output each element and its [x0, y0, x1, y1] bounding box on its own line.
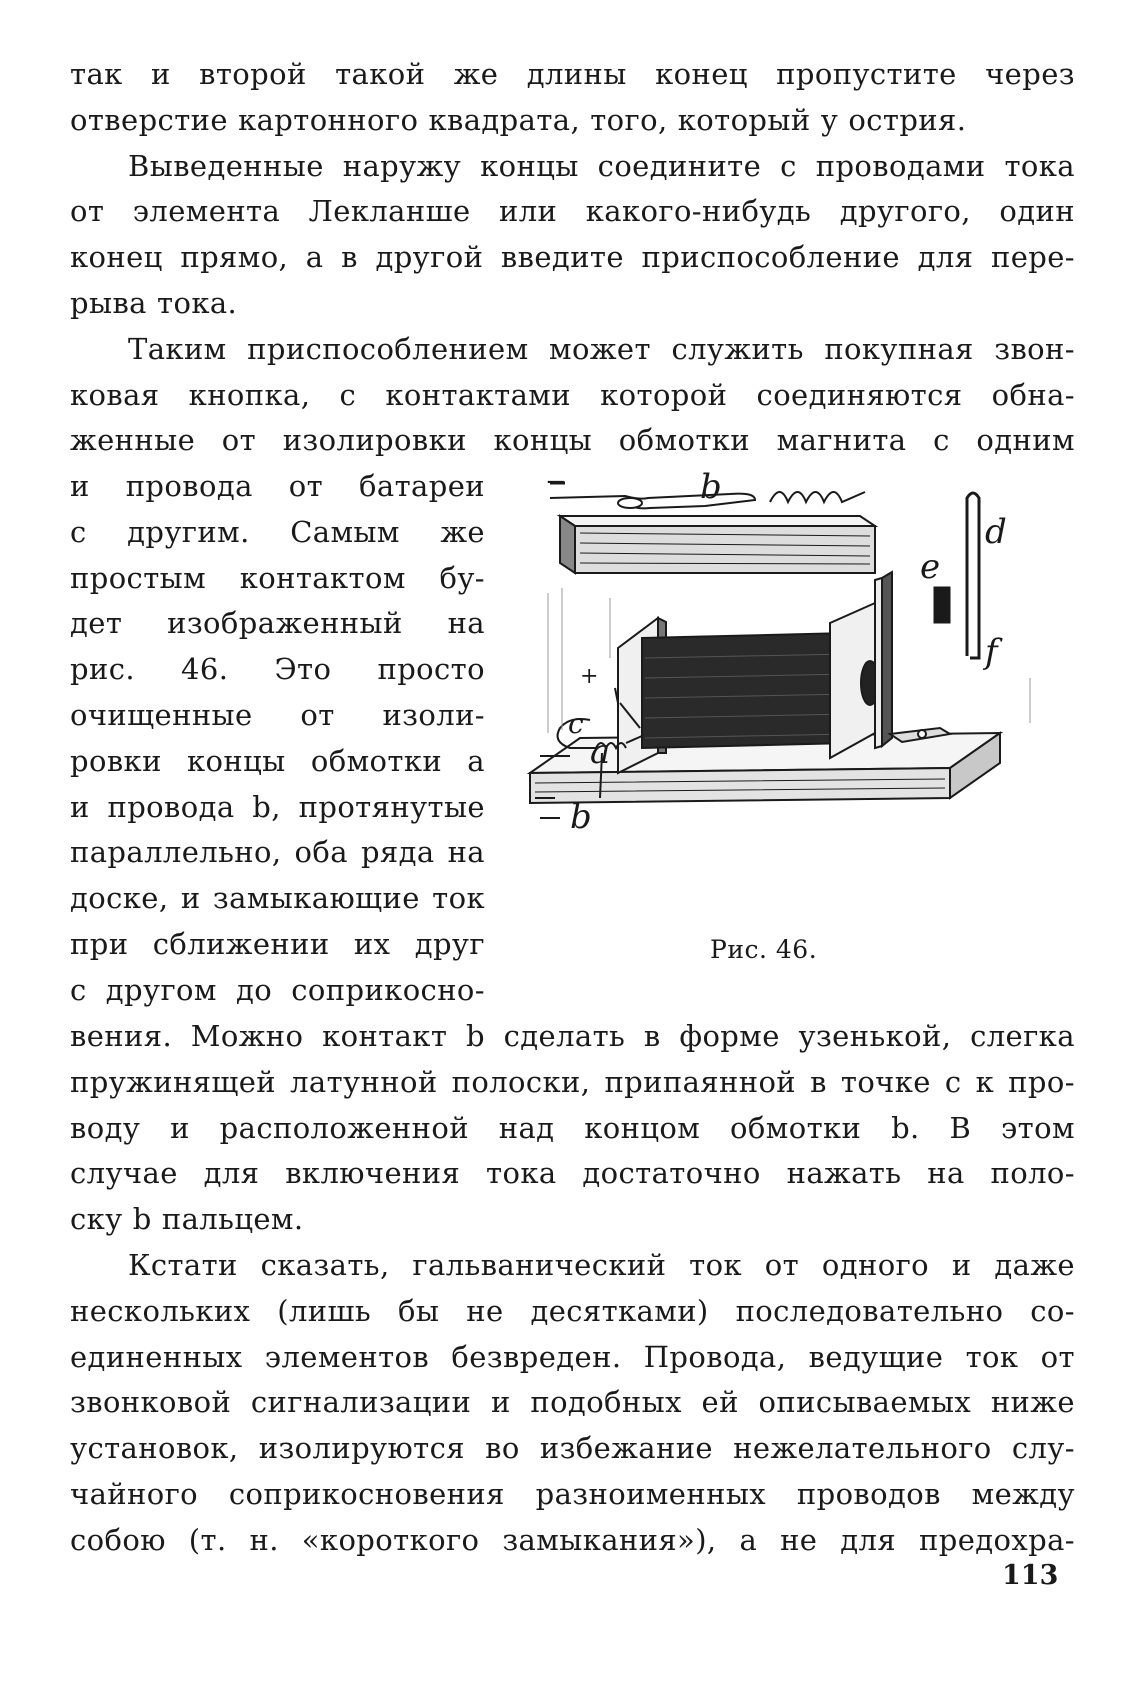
word: же: [440, 514, 485, 549]
word: соединяются: [756, 377, 963, 412]
word: от: [70, 194, 105, 229]
label-b-top: b: [700, 467, 722, 507]
word: проводов: [796, 1476, 941, 1511]
text-line: [70, 373, 1075, 419]
word: c: [944, 1064, 962, 1099]
word: слу-: [1011, 1431, 1075, 1466]
word: квадрата,: [428, 102, 581, 137]
word: избежание: [539, 1431, 713, 1466]
word: картонного: [238, 102, 419, 137]
word: длины: [526, 57, 627, 91]
word: покупная: [824, 331, 974, 366]
word: острия.: [848, 102, 967, 137]
word: рыва: [70, 285, 147, 320]
word: сигнализации: [250, 1385, 472, 1420]
word: Это: [274, 652, 332, 687]
word: приспособлением: [247, 331, 529, 366]
word: от: [300, 697, 335, 732]
text-line: [70, 739, 485, 785]
word: на: [447, 835, 485, 870]
word: ряда: [360, 835, 435, 870]
text-block-narrow: [70, 464, 485, 1014]
text-line: [70, 1151, 1075, 1197]
word: контактом: [239, 560, 406, 595]
word: нажать: [786, 1156, 902, 1191]
word: приспособление: [641, 240, 900, 275]
text-line: [70, 1106, 1075, 1152]
word: концы: [187, 743, 286, 778]
word: контактами: [385, 377, 571, 412]
word: изолировки: [282, 423, 467, 458]
text-line: [70, 876, 485, 922]
word: включения: [285, 1156, 461, 1191]
word: в: [643, 1019, 661, 1053]
word: батареи: [359, 469, 485, 503]
word: ток: [689, 1247, 742, 1282]
word: наружу: [342, 148, 462, 183]
word: сказать,: [260, 1247, 390, 1282]
text-line: [70, 327, 1075, 373]
word: от: [1040, 1339, 1075, 1374]
text-line: [70, 968, 485, 1014]
word: Самым: [290, 514, 400, 549]
word: точке: [840, 1064, 931, 1099]
word: другим.: [127, 514, 250, 549]
word: концы: [493, 423, 593, 458]
word: установок,: [70, 1431, 239, 1466]
word: a: [467, 743, 485, 778]
label-minus: −: [545, 467, 567, 497]
word: со-: [1030, 1293, 1075, 1328]
word: про-: [1008, 1064, 1075, 1099]
figure-caption: Рис. 46.: [710, 935, 818, 964]
word: параллельно,: [70, 835, 282, 870]
label-a: a: [590, 732, 611, 772]
word: с: [780, 148, 797, 183]
word: предохра-: [919, 1522, 1075, 1557]
word: Провода,: [643, 1339, 787, 1374]
text-line: [70, 1335, 1075, 1381]
word: узенькой,: [798, 1019, 952, 1053]
word: их: [353, 926, 391, 961]
word: введите: [500, 240, 624, 275]
page-number: 113: [1002, 1560, 1059, 1591]
word: в: [341, 240, 358, 275]
word: через: [985, 57, 1075, 91]
word: вения.: [70, 1019, 173, 1053]
word: для: [840, 1522, 897, 1557]
word: не: [780, 1522, 818, 1557]
word: бу-: [439, 560, 485, 595]
word: соприкосновения: [228, 1476, 505, 1511]
word: отверстие: [70, 102, 228, 137]
word: нежелательного: [733, 1431, 992, 1466]
word: женные: [70, 423, 196, 458]
word: в: [810, 1064, 827, 1099]
word: от: [288, 469, 324, 503]
word: такой: [335, 57, 426, 91]
word: конец: [70, 240, 163, 275]
word: b.: [891, 1110, 920, 1145]
word: ску: [70, 1202, 123, 1237]
word: ток: [965, 1339, 1019, 1374]
word: другом: [105, 972, 217, 1007]
word: тока: [486, 1156, 557, 1191]
word: над: [498, 1110, 555, 1145]
word: какого-нибудь: [585, 194, 812, 229]
label-c: c: [568, 707, 584, 740]
text-block-bottom: [70, 1014, 1075, 1564]
word: элемента: [132, 194, 281, 229]
word: проводами: [815, 148, 986, 183]
text-line: [70, 922, 485, 968]
word: с: [70, 972, 87, 1007]
word: последовательно: [735, 1293, 1004, 1328]
word: изоли-: [382, 697, 485, 732]
word: изолируются: [258, 1431, 465, 1466]
word: пропустите: [776, 57, 957, 91]
word: от: [764, 1247, 800, 1282]
word: с: [339, 377, 357, 412]
word: изображенный: [167, 606, 403, 641]
word: может: [549, 331, 651, 366]
word: даже: [994, 1247, 1075, 1282]
word: бы: [397, 1293, 440, 1328]
label-d: d: [985, 512, 1007, 552]
word: во: [485, 1431, 520, 1466]
word: описываемых: [758, 1385, 972, 1420]
label-plus: +: [580, 664, 599, 689]
word: звонковой: [70, 1385, 232, 1420]
word: концом: [584, 1110, 701, 1145]
word: нескольких: [70, 1293, 251, 1328]
word: очищенные: [70, 697, 253, 732]
word: ровки: [70, 743, 162, 778]
word: поло-: [990, 1156, 1075, 1191]
word: и: [70, 469, 90, 503]
word: обмотки: [310, 743, 443, 778]
word: магнита: [776, 423, 907, 458]
word: ниже: [990, 1385, 1075, 1420]
word: второй: [199, 57, 307, 91]
word: на: [447, 606, 485, 641]
text-line: [70, 647, 485, 693]
word: соприкосно-: [291, 972, 485, 1007]
word: b: [465, 1019, 485, 1053]
text-line: [70, 1472, 1075, 1518]
text-line: [70, 785, 485, 831]
text-line: [70, 98, 1075, 144]
text-line: [70, 693, 485, 739]
word: В: [949, 1110, 972, 1145]
word: обна-: [991, 377, 1075, 412]
word: обмотки: [730, 1110, 862, 1145]
word: рис.: [70, 652, 135, 687]
text-line: [70, 1197, 1075, 1243]
text-line: [70, 1243, 1075, 1289]
text-line: [70, 1426, 1075, 1472]
word: для: [917, 240, 974, 275]
word: форме: [679, 1019, 780, 1053]
word: ковая: [70, 377, 160, 412]
word: одного: [821, 1247, 930, 1282]
word: который: [677, 102, 811, 137]
word: b: [132, 1202, 152, 1237]
word: с: [933, 423, 950, 458]
word: (т.: [188, 1522, 227, 1557]
word: ток: [432, 881, 485, 916]
word: гальванический: [412, 1247, 667, 1282]
word: и: [951, 1247, 972, 1282]
word: от: [221, 423, 257, 458]
word: чайного: [70, 1476, 199, 1511]
word: и: [490, 1385, 511, 1420]
text-line: [70, 1380, 1075, 1426]
word: случае: [70, 1156, 178, 1191]
word: и: [170, 1110, 190, 1145]
word: простым: [70, 560, 207, 595]
word: протянутые: [298, 789, 485, 824]
word: ведущие: [808, 1339, 944, 1374]
word: при: [70, 926, 129, 961]
word: «короткого: [301, 1522, 480, 1557]
word: так: [70, 57, 123, 91]
word: этом: [1001, 1110, 1075, 1145]
text-line: [70, 601, 485, 647]
text-block-top: [70, 52, 1075, 464]
word: кнопка,: [188, 377, 311, 412]
text-line: [70, 235, 1075, 281]
word: Лекланше: [308, 194, 471, 229]
word: того,: [590, 102, 668, 137]
word: Кстати: [128, 1247, 238, 1282]
word: друг: [414, 926, 485, 961]
word: между: [971, 1476, 1075, 1511]
contact-spring-d: [935, 493, 979, 658]
label-b-bottom: b: [570, 797, 592, 837]
text-line: [70, 1060, 1075, 1106]
word: провода: [107, 789, 235, 824]
word: обмотки: [618, 423, 751, 458]
word: просто: [377, 652, 485, 687]
word: сделать: [503, 1019, 626, 1053]
word: или: [499, 194, 558, 229]
word: ей: [701, 1385, 739, 1420]
text-line: [70, 418, 1075, 464]
label-f: f: [985, 632, 998, 672]
word: (лишь: [277, 1293, 372, 1328]
word: воду: [70, 1110, 141, 1145]
word: Таким: [128, 331, 227, 366]
word: дет: [70, 606, 123, 641]
word: для: [203, 1156, 260, 1191]
text-line: [70, 510, 485, 556]
word: замыкающие: [212, 881, 420, 916]
word: другой: [375, 240, 484, 275]
label-e: e: [920, 547, 941, 587]
word: к: [975, 1064, 995, 1099]
word: а: [305, 240, 324, 275]
word: расположенной: [219, 1110, 469, 1145]
word: контакт: [322, 1019, 448, 1053]
text-line: [70, 464, 485, 510]
word: единенных: [70, 1339, 243, 1374]
text-line: [70, 556, 485, 602]
figure-46-illustration: [530, 467, 1080, 928]
word: пальцем.: [161, 1202, 304, 1237]
word: элементов: [264, 1339, 430, 1374]
word: тока.: [157, 285, 238, 320]
text-line: [70, 830, 485, 876]
word: доске,: [70, 881, 169, 916]
word: н.: [249, 1522, 279, 1557]
word: и: [151, 57, 171, 91]
word: подобных: [530, 1385, 682, 1420]
word: же: [453, 57, 499, 91]
text-line: [70, 1518, 1075, 1564]
word: Можно: [190, 1019, 304, 1053]
word: один: [999, 194, 1075, 229]
word: которой: [600, 377, 728, 412]
word: Выведенные: [128, 148, 324, 183]
word: сближении: [152, 926, 330, 961]
word: с: [70, 514, 87, 549]
text-line: [70, 281, 1075, 327]
word: соедините: [597, 148, 762, 183]
text-line: [70, 1014, 1075, 1060]
word: звон-: [994, 331, 1075, 366]
text-line: [70, 189, 1075, 235]
word: другого,: [839, 194, 971, 229]
word: тока: [1004, 148, 1075, 183]
word: на: [927, 1156, 965, 1191]
word: провода: [125, 469, 253, 503]
word: пере-: [990, 240, 1075, 275]
word: безвреден.: [451, 1339, 622, 1374]
word: конец: [655, 57, 748, 91]
word: полоски,: [451, 1064, 591, 1099]
word: припаянной: [604, 1064, 797, 1099]
word: у: [820, 102, 839, 137]
word: прямо,: [180, 240, 289, 275]
text-line: [70, 52, 1075, 98]
word: и: [70, 789, 90, 824]
word: концы: [480, 148, 579, 183]
word: а: [739, 1522, 758, 1557]
word: b,: [252, 789, 281, 824]
word: и: [180, 881, 201, 916]
word: слегка: [970, 1019, 1075, 1053]
word: собою: [70, 1522, 166, 1557]
word: пружинящей: [70, 1064, 277, 1099]
word: одним: [976, 423, 1075, 458]
word: до: [236, 972, 273, 1007]
text-line: [70, 144, 1075, 190]
word: разноименных: [535, 1476, 767, 1511]
word: не: [466, 1293, 504, 1328]
word: 46.: [181, 652, 229, 687]
word: достаточно: [582, 1156, 761, 1191]
word: служить: [671, 331, 804, 366]
text-line: [70, 1289, 1075, 1335]
word: оба: [294, 835, 348, 870]
word: десятками): [530, 1293, 709, 1328]
word: латунной: [290, 1064, 438, 1099]
word: замыкания»),: [502, 1522, 717, 1557]
